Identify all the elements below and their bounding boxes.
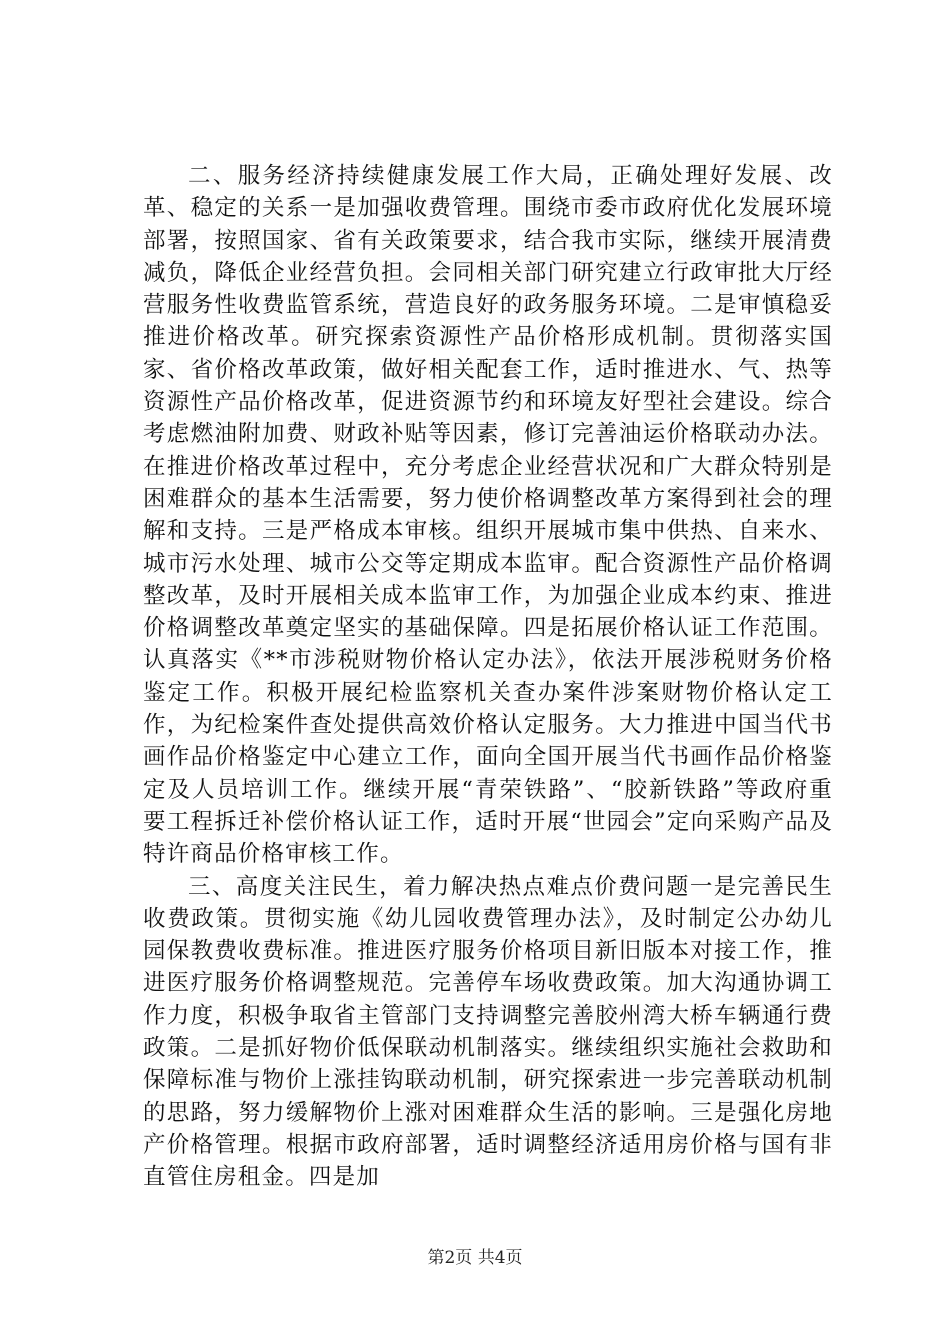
- paragraph-section-three: 三、高度关注民生，着力解决热点难点价费问题一是完善民生收费政策。贯彻实施《幼儿园收费管理办法》，及时制定公办幼儿园保教费收费标准。推进医疗服务价格项目新旧版本对接工作，推进医疗服务价格调整规范。完善停车场收费政策。加大沟通协调工作力度，积极争取省主管部门支持调整完善胶州湾大桥车辆通行费政策。二是抓好物价低保联动机制落实。继续组织实施社会救助和保障标准与物价上涨挂钩联动机制，研究探索进一步完善联动机制的思路，努力缓解物价上涨对困难群众生活的影响。三是强化房地产价格管理。根据市政府部署，适时调整经济适用房价格与国有非直管住房租金。四是加: [143, 873, 833, 1191]
- page-footer: [0, 1247, 950, 1269]
- page-number-label: 第2页 共4页: [427, 1248, 523, 1268]
- paragraph-section-two: 二、服务经济持续健康发展工作大局，正确处理好发展、改革、稳定的关系一是加强收费管理。围绕市委市政府优化发展环境部署，按照国家、省有关政策要求，结合我市实际，继续开展清费减负，降低企业经营负担。会同相关部门研究建立行政审批大厅经营服务性收费监管系统，营造良好的政务服务环境。二是审慎稳妥推进价格改革。研究探索资源性产品价格形成机制。贯彻落实国家、省价格改革政策，做好相关配套工作，适时推进水、气、热等资源性产品价格改革，促进资源节约和环境友好型社会建设。综合考虑燃油附加费、财政补贴等因素，修订完善油运价格联动办法。在推进价格改革过程中，充分考虑企业经营状况和广大群众特别是困难群众的基本生活需要，努力使价格调整改革方案得到社会的理解和支持。三是严格成本审核。组织开展城市集中供热、自来水、城市污水处理、城市公交等定期成本监审。配合资源性产品价格调整改革，及时开展相关成本监审工作，为加强企业成本约束、推进价格调整改革奠定坚实的基础保障。四是拓展价格认证工作范围。认真落实《**市涉税财物价格认定办法》，依法开展涉税财务价格鉴定工作。积极开展纪检监察机关查办案件涉案财物价格认定工作，为纪检案件查处提供高效价格认定服务。大力推进中国当代书画作品价格鉴定中心建立工作，面向全国开展当代书画作品价格鉴定及人员培训工作。继续开展“青荣铁路”、“胶新铁路”等政府重要工程拆迁补偿价格认证工作，适时开展“世园会”定向采购产品及特许商品价格审核工作。: [143, 163, 833, 868]
- document-body: [143, 160, 833, 1194]
